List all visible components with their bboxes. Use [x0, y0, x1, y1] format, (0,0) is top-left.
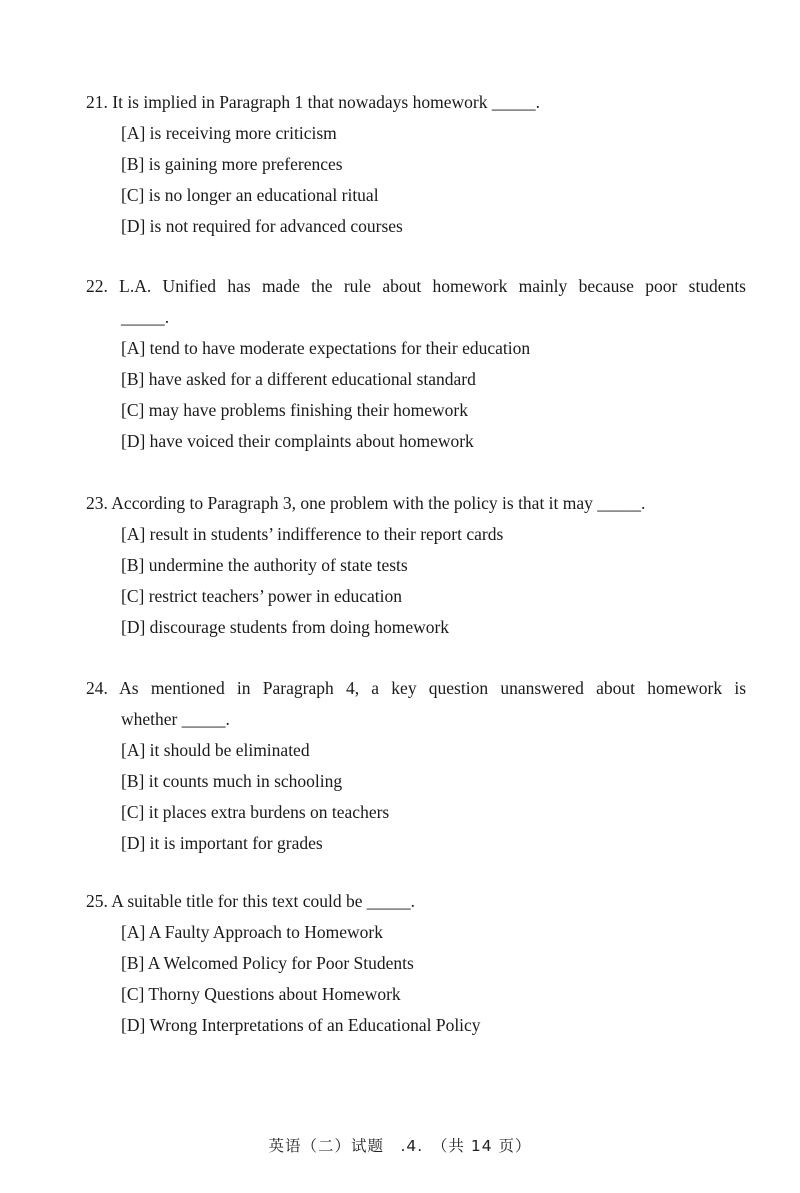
- question-22: [86, 271, 746, 457]
- option-b: [B] A Welcomed Policy for Poor Students: [121, 953, 414, 973]
- option-a: [A] result in students’ indifference to their report cards: [121, 524, 504, 544]
- question-stem: 24. As mentioned in Paragraph 4, a key question unanswered about homework is: [86, 678, 746, 698]
- option-list: [86, 118, 746, 242]
- option-list: [86, 333, 746, 457]
- option-d: [D] have voiced their complaints about homework: [121, 431, 474, 451]
- option-a: [A] it should be eliminated: [121, 740, 310, 760]
- option-c: [C] Thorny Questions about Homework: [121, 984, 401, 1004]
- option-list: [86, 735, 746, 859]
- question-stem: 25. A suitable title for this text could be _____.: [86, 891, 416, 911]
- question-24: [86, 673, 746, 859]
- option-d: [D] Wrong Interpretations of an Educational Policy: [121, 1015, 481, 1035]
- option-d: [D] is not required for advanced courses: [121, 216, 403, 236]
- question-stem: 21. It is implied in Paragraph 1 that nowadays homework _____.: [86, 92, 540, 112]
- question-stem: 23. According to Paragraph 3, one problem with the policy is that it may _____.: [86, 493, 646, 513]
- question-stem-continuation: _____.: [121, 307, 170, 327]
- option-a: [A] A Faulty Approach to Homework: [121, 922, 383, 942]
- option-b: [B] is gaining more preferences: [121, 154, 343, 174]
- option-c: [C] it places extra burdens on teachers: [121, 802, 390, 822]
- option-c: [C] restrict teachers’ power in education: [121, 586, 403, 606]
- option-list: [86, 519, 746, 643]
- question-stem: 22. L.A. Unified has made the rule about homework mainly because poor students: [86, 276, 746, 296]
- option-c: [C] is no longer an educational ritual: [121, 185, 379, 205]
- question-21: [86, 87, 746, 242]
- option-d: [D] it is important for grades: [121, 833, 323, 853]
- option-b: [B] it counts much in schooling: [121, 771, 343, 791]
- option-d: [D] discourage students from doing homework: [121, 617, 450, 637]
- option-b: [B] have asked for a different educational standard: [121, 369, 476, 389]
- option-a: [A] is receiving more criticism: [121, 123, 337, 143]
- question-25: [86, 886, 746, 1041]
- page-footer: 英语（二）试题 .4. （共 14 页）: [268, 1137, 532, 1155]
- question-stem-continuation: whether _____.: [121, 709, 230, 729]
- option-c: [C] may have problems finishing their homework: [121, 400, 469, 420]
- question-23: [86, 488, 746, 643]
- option-list: [86, 917, 746, 1041]
- option-a: [A] tend to have moderate expectations for their education: [121, 338, 531, 358]
- option-b: [B] undermine the authority of state tests: [121, 555, 408, 575]
